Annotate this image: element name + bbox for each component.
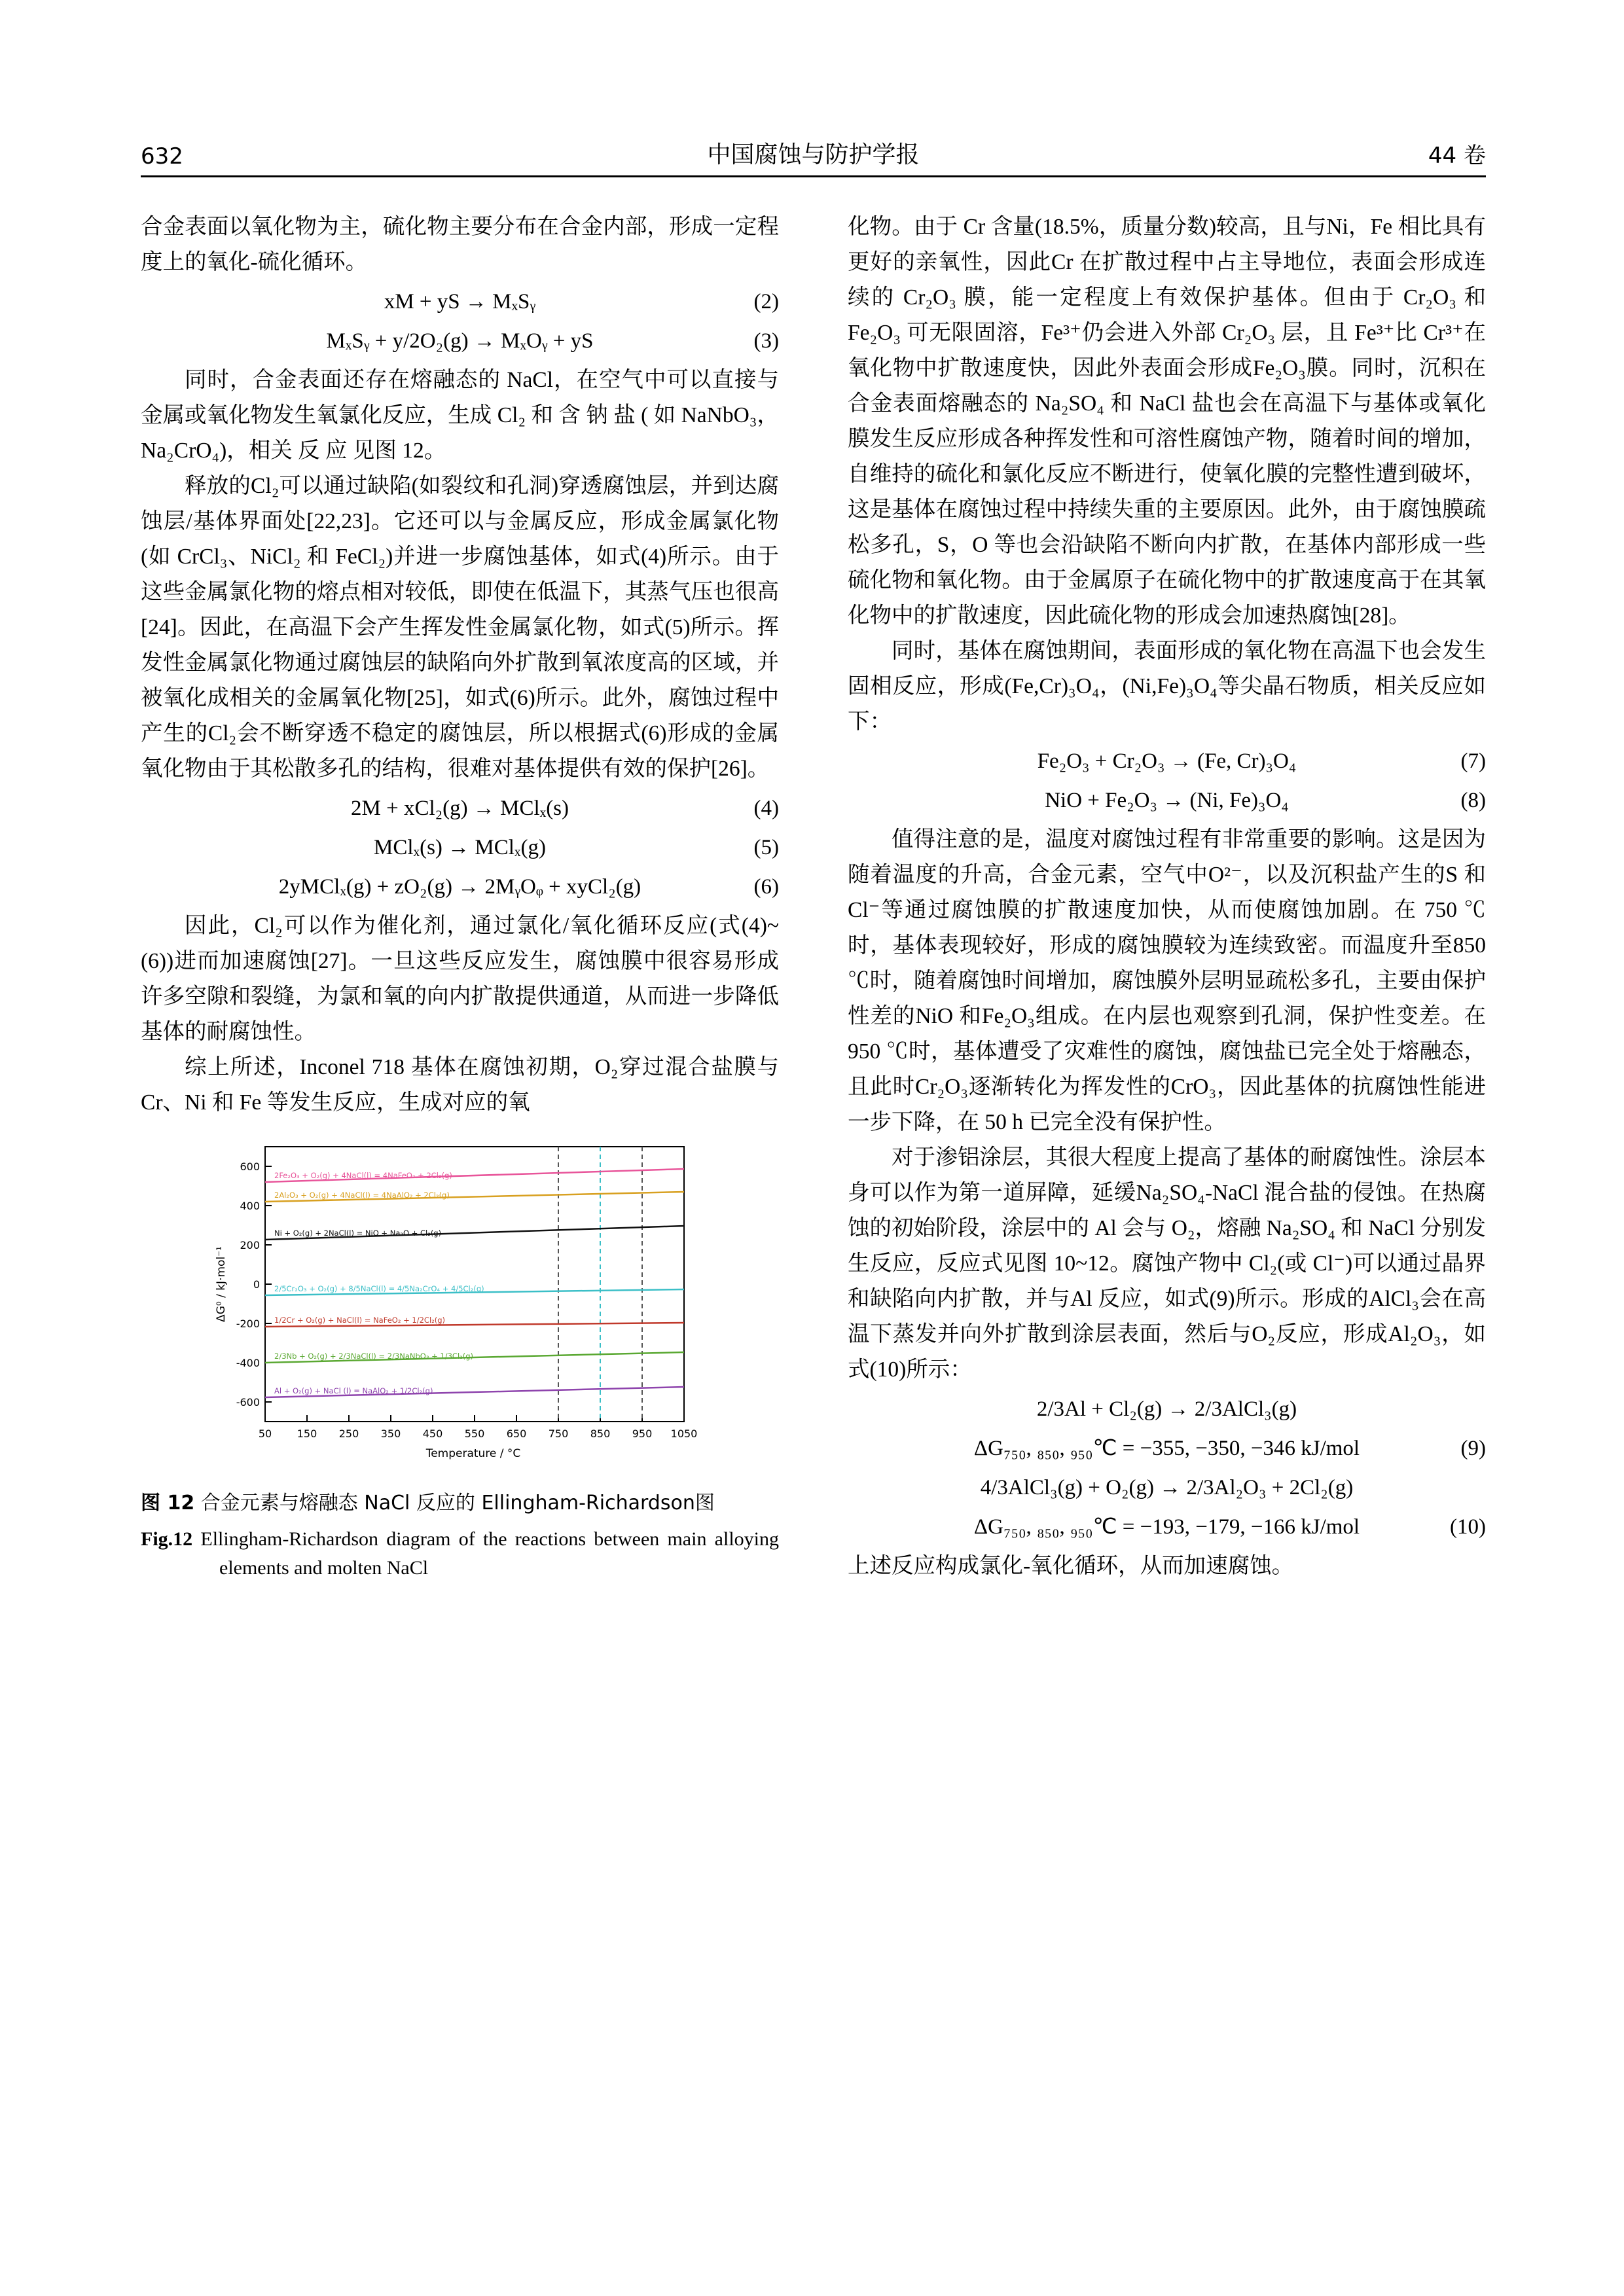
svg-text:850: 850 — [590, 1427, 610, 1440]
ellingham-richardson-chart — [205, 1138, 715, 1478]
svg-text:Al + O₂(g) + NaCl (l) = NaAlO₂: Al + O₂(g) + NaCl (l) = NaAlO₂ + 1/2Cl₂(g) — [274, 1386, 433, 1395]
equation-8 — [848, 783, 1486, 818]
figure-12 — [141, 1138, 779, 1583]
equation-9b — [848, 1431, 1486, 1466]
right-column — [848, 209, 1486, 1584]
equation-number: (10) — [1450, 1515, 1486, 1539]
svg-text:1/2Cr + O₂(g) + NaCl(l) = NaFe: 1/2Cr + O₂(g) + NaCl(l) = NaFeO₂ + 1/2Cl₂(g) — [274, 1316, 445, 1325]
equation-number: (6) — [753, 875, 779, 899]
equation-4 — [141, 791, 779, 826]
paragraph: 上述反应构成氯化-氧化循环，从而加速腐蚀。 — [848, 1554, 1294, 1578]
equation-10b — [848, 1509, 1486, 1545]
left-column — [141, 209, 779, 1583]
paragraph: 对于渗铝涂层，其很大程度上提高了基体的耐腐蚀性。涂层本身可以作为第一道屏障，延缓Na₂SO₄-NaCl 混合盐的侵蚀。在热腐蚀的初始阶段，涂层中的 Al 会与 O₂，熔融 Na₂SO₄ 和 NaCl 分别发生反应，反应式见图 10~12。腐蚀产物中 Cl₂(或 Cl⁻)可以通过晶界和缺陷向内扩散，并与Al 反应，如式(9)所示。形成的AlCl₃会在高温下蒸发并向外扩散到涂层表面，然后与O₂反应，形成Al₂O₃，如式(10)所示： — [848, 1145, 1486, 1382]
paragraph: 释放的Cl₂可以通过缺陷(如裂纹和孔洞)穿透腐蚀层，并到达腐蚀层/基体界面处[22,23]。它还可以与金属反应，形成金属氯化物(如 CrCl₃、NiCl₂ 和 FeCl₂)并进一步腐蚀基体，如式(4)所示。由于这些金属氯化物的熔点相对较低，即使在低温下，其蒸气压也很高[24]。因此，在高温下会产生挥发性金属氯化物，如式(5)所示。挥发性金属氯化物通过腐蚀层的缺陷向外扩散到氧浓度高的区域，并被氧化成相关的金属氧化物[25]，如式(6)所示。此外，腐蚀过程中产生的Cl₂会不断穿透不稳定的腐蚀层，所以根据式(6)形成的金属氧化物由于其松散多孔的结构，很难对基体提供有效的保护[26]。 — [141, 474, 779, 781]
svg-text:50: 50 — [258, 1427, 272, 1440]
svg-text:-400: -400 — [236, 1357, 260, 1369]
equation-body: NiO + Fe₂O₃ → (Ni, Fe)₃O₄ — [1045, 789, 1289, 812]
svg-text:150: 150 — [297, 1427, 317, 1440]
figure-caption-en-text: Ellingham-Richardson diagram of the reactions between main alloying elements and molten NaCl — [200, 1528, 779, 1579]
equation-7 — [848, 744, 1486, 779]
paragraph: 合金表面以氧化物为主，硫化物主要分布在合金内部，形成一定程度上的氧化-硫化循环。 — [141, 215, 779, 274]
paragraph: 同时，合金表面还存在熔融态的 NaCl，在空气中可以直接与金属或氧化物发生氧氯化反应，生成 Cl₂ 和 含 钠 盐 ( 如 NaNbO₃，Na₂CrO₄)，相关 反 应 见图 12。 — [141, 368, 779, 463]
svg-text:2Fe₂O₃ + O₂(g) + 4NaCl(l) = 4N: 2Fe₂O₃ + O₂(g) + 4NaCl(l) = 4NaFeO₂ + 2Cl₂(g) — [274, 1171, 452, 1180]
svg-text:650: 650 — [506, 1427, 526, 1440]
equation-2 — [141, 284, 779, 319]
svg-text:250: 250 — [338, 1427, 359, 1440]
equation-10a — [848, 1470, 1486, 1505]
page-number: 632 — [141, 143, 183, 170]
equation-body: 2/3Al + Cl₂(g) → 2/3AlCl₃(g) — [1036, 1397, 1297, 1421]
paragraph: 综上所述，Inconel 718 基体在腐蚀初期，O₂穿过混合盐膜与 Cr、Ni 和 Fe 等发生反应，生成对应的氧 — [141, 1055, 779, 1115]
svg-text:0: 0 — [253, 1278, 260, 1291]
figure-caption-cn-text: 合金元素与熔融态 NaCl 反应的 Ellingham-Richardson图 — [200, 1492, 715, 1515]
equation-body: 2yMClₓ(g) + zO₂(g) → 2MᵧOᵩ + xyCl₂(g) — [278, 875, 641, 899]
figure-caption-en — [141, 1525, 779, 1583]
svg-text:2/3Nb + O₂(g) + 2/3NaCl(l) = 2: 2/3Nb + O₂(g) + 2/3NaCl(l) = 2/3NaNbO₃ + 1/3Cl₂(g) — [274, 1352, 473, 1361]
equation-number: (8) — [1460, 789, 1486, 812]
svg-text:600: 600 — [239, 1160, 260, 1173]
svg-text:ΔG⁰ / kJ·mol⁻¹: ΔG⁰ / kJ·mol⁻¹ — [214, 1246, 228, 1322]
paragraph: 化物。由于 Cr 含量(18.5%，质量分数)较高，且与Ni，Fe 相比具有更好的亲氧性，因此Cr 在扩散过程中占主导地位，表面会形成连续的 Cr₂O₃ 膜，能一定程度上有效保护基体。但由于 Cr₂O₃ 和Fe₂O₃ 可无限固溶，Fe³⁺仍会进入外部 Cr₂O₃ 层，且 Fe³⁺比 Cr³⁺在氧化物中扩散速度快，因此外表面会形成Fe₂O₃膜。同时，沉积在合金表面熔融态的 Na₂SO₄ 和 NaCl 盐也会在高温下与基体或氧化膜发生反应形成各种挥发性和可溶性腐蚀产物，随着时间的增加，自维持的硫化和氯化反应不断进行，使氧化膜的完整性遭到破坏，这是基体在腐蚀过程中持续失重的主要原因。此外，由于腐蚀膜疏松多孔，S，O 等也会沿缺陷不断向内扩散，在基体内部形成一些硫化物和氧化物。由于金属原子在硫化物中的扩散速度高于在其氧化物中的扩散速度，因此硫化物的形成会加速热腐蚀[28]。 — [848, 215, 1486, 628]
equation-number: (4) — [753, 797, 779, 820]
running-head — [141, 128, 1486, 170]
figure-caption-cn-label: 图 12 — [141, 1492, 195, 1515]
equation-9a — [848, 1391, 1486, 1427]
equation-number: (7) — [1460, 749, 1486, 773]
svg-text:450: 450 — [422, 1427, 442, 1440]
equation-number: (2) — [753, 290, 779, 314]
paragraph: 同时，基体在腐蚀期间，表面形成的氧化物在高温下也会发生固相反应，形成(Fe,Cr)₃O₄，(Ni,Fe)₃O₄等尖晶石物质，相关反应如下： — [848, 639, 1486, 734]
volume-label: 44 卷 — [1428, 143, 1486, 169]
figure-caption-cn — [141, 1488, 779, 1518]
svg-text:2Al₂O₃ + O₂(g) + 4NaCl(l) = 4N: 2Al₂O₃ + O₂(g) + 4NaCl(l) = 4NaAlO₂ + 2Cl₂(g) — [274, 1191, 450, 1200]
journal-title: 中国腐蚀与防护学报 — [707, 141, 920, 168]
equation-body: ΔG₇₅₀, ₈₅₀, ₉₅₀℃ = −355, −350, −346 kJ/mol — [973, 1437, 1360, 1460]
svg-text:Ni + O₂(g) + 2NaCl(l) = NiO +: Ni + O₂(g) + 2NaCl(l) = NiO + Na₂O + Cl₂(g) — [274, 1229, 441, 1238]
equation-body: 2M + xCl₂(g) → MClₓ(s) — [350, 797, 569, 820]
equation-body: MClₓ(s) → MClₓ(g) — [374, 836, 546, 859]
svg-text:750: 750 — [548, 1427, 568, 1440]
equation-body: xM + yS → MₓSᵧ — [384, 290, 536, 314]
equation-number: (9) — [1460, 1437, 1486, 1460]
equation-number: (5) — [753, 836, 779, 859]
svg-text:2/5Cr₂O₃ + O₂(g) + 8/5NaCl(l): 2/5Cr₂O₃ + O₂(g) + 8/5NaCl(l) = 4/5Na₂CrO₄ + 4/5Cl₂(g) — [274, 1284, 484, 1293]
equation-3 — [141, 323, 779, 359]
svg-text:-600: -600 — [236, 1396, 260, 1408]
svg-text:550: 550 — [464, 1427, 484, 1440]
equation-body: Fe₂O₃ + Cr₂O₃ → (Fe, Cr)₃O₄ — [1037, 749, 1297, 773]
figure-image — [205, 1138, 715, 1478]
svg-text:1050: 1050 — [670, 1427, 697, 1440]
paragraph: 值得注意的是，温度对腐蚀过程有非常重要的影响。这是因为随着温度的升高，合金元素，空气中O²⁻，以及沉积盐产生的S 和 Cl⁻等通过腐蚀膜的扩散速度加快，从而使腐蚀加剧。在 750 ℃时，基体表现较好，形成的腐蚀膜较为连续致密。而温度升至850 ℃时，随着腐蚀时间增加，腐蚀膜外层明显疏松多孔，主要由保护性差的NiO 和Fe₂O₃组成。在内层也观察到孔洞，保护性变差。在 950 ℃时，基体遭受了灾难性的腐蚀，腐蚀盐已完全处于熔融态，且此时Cr₂O₃逐渐转化为挥发性的CrO₃，因此基体的抗腐蚀性能进一步下降，在 50 h 已完全没有保护性。 — [848, 827, 1486, 1134]
svg-text:950: 950 — [632, 1427, 652, 1440]
svg-text:Temperature / °C: Temperature / °C — [425, 1447, 520, 1460]
svg-text:400: 400 — [239, 1200, 260, 1212]
equation-number: (3) — [753, 329, 779, 353]
equation-body: MₓSᵧ + y/2O₂(g) → MₓOᵧ + yS — [326, 329, 594, 353]
figure-caption — [141, 1488, 779, 1583]
equation-body: ΔG₇₅₀, ₈₅₀, ₉₅₀℃ = −193, −179, −166 kJ/mol — [973, 1515, 1360, 1539]
equation-5 — [141, 830, 779, 865]
figure-caption-en-label: Fig.12 — [141, 1528, 193, 1550]
svg-text:350: 350 — [380, 1427, 401, 1440]
paragraph: 因此，Cl₂可以作为催化剂，通过氯化/氧化循环反应(式(4)~(6))进而加速腐蚀[27]。一旦这些反应发生，腐蚀膜中很容易形成许多空隙和裂缝，为氯和氧的向内扩散提供通道，从而进一步降低基体的耐腐蚀性。 — [141, 914, 779, 1044]
equation-body: 4/3AlCl₃(g) + O₂(g) → 2/3Al₂O₃ + 2Cl₂(g) — [980, 1476, 1354, 1499]
svg-text:200: 200 — [239, 1239, 260, 1251]
svg-text:-200: -200 — [236, 1318, 260, 1330]
equation-6 — [141, 869, 779, 905]
header-rule — [141, 175, 1486, 177]
